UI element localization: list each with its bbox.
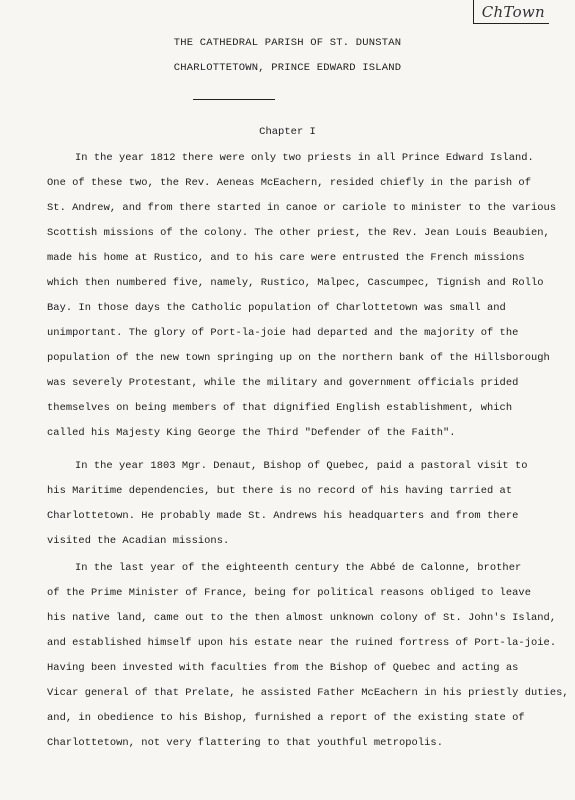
text-line: unimportant. The glory of Port-la-joie had departed and the majority of the: [47, 327, 519, 339]
text-line: made his home at Rustico, and to his care were entrusted the French missions: [47, 252, 525, 264]
document-title: THE CATHEDRAL PARISH OF ST. DUNSTAN: [173, 37, 402, 49]
text-line: and, in obedience to his Bishop, furnished a report of the existing state of: [47, 712, 525, 724]
text-line: his Maritime dependencies, but there is no record of his having tarried at: [47, 485, 513, 497]
text-line: of the Prime Minister of France, being for political reasons obliged to leave: [47, 587, 531, 599]
document-subtitle: CHARLOTTETOWN, PRINCE EDWARD ISLAND: [173, 62, 402, 74]
text-line: called his Majesty King George the Third "Defender of the Faith".: [47, 427, 456, 439]
text-line: and established himself upon his estate near the ruined fortress of Port-la-joie.: [47, 637, 557, 649]
text-line: Scottish missions of the colony. The other priest, the Rev. Jean Louis Beaubien,: [47, 227, 550, 239]
text-line: Vicar general of that Prelate, he assisted Father McEachern in his priestly duties,: [47, 687, 569, 699]
text-line: Charlottetown, not very flattering to that youthful metropolis.: [47, 737, 443, 749]
text-line: was severely Protestant, while the military and government officials prided: [47, 377, 519, 389]
text-line: St. Andrew, and from there started in canoe or cariole to minister to the various: [47, 202, 557, 214]
title-divider: [193, 99, 275, 100]
text-line: his native land, came out to the then almost unknown colony of St. John's Island,: [47, 612, 557, 624]
chapter-heading: Chapter I: [259, 126, 316, 138]
handwritten-annotation: ChTown: [473, 0, 549, 24]
text-line: which then numbered five, namely, Rustico, Malpec, Cascumpec, Tignish and Rollo: [47, 277, 544, 289]
text-line: In the year 1803 Mgr. Denaut, Bishop of Quebec, paid a pastoral visit to: [75, 460, 528, 472]
text-line: population of the new town springing up on the northern bank of the Hillsborough: [47, 352, 550, 364]
text-line: In the year 1812 there were only two priests in all Prince Edward Island.: [75, 152, 534, 164]
text-line: Bay. In those days the Catholic population of Charlottetown was small and: [47, 302, 506, 314]
text-line: Having been invested with faculties from the Bishop of Quebec and acting as: [47, 662, 519, 674]
text-line: One of these two, the Rev. Aeneas McEachern, resided chiefly in the parish of: [47, 177, 531, 189]
text-line: visited the Acadian missions.: [47, 535, 230, 547]
text-line: In the last year of the eighteenth century the Abbé de Calonne, brother: [75, 562, 522, 574]
text-line: themselves on being members of that dignified English establishment, which: [47, 402, 513, 414]
text-line: Charlottetown. He probably made St. Andrews his headquarters and from there: [47, 510, 519, 522]
